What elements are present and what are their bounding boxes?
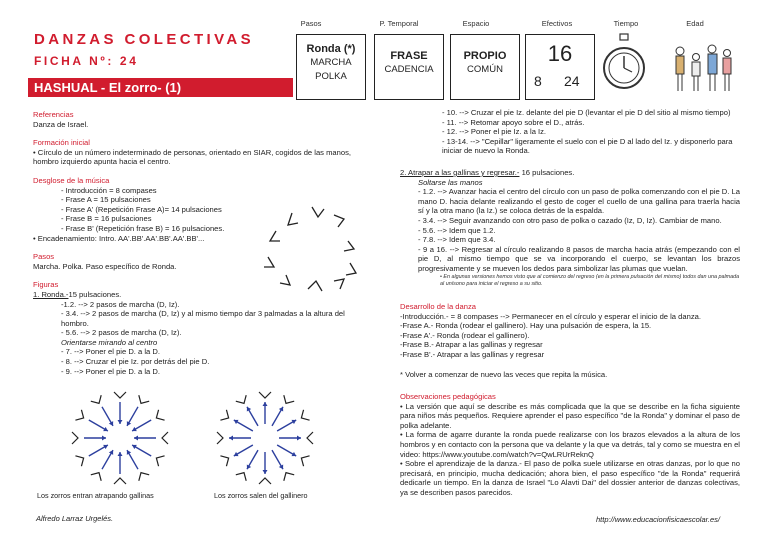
- ronda-line: -1.2. --> 2 pasos de marcha (D, Iz).: [61, 299, 180, 309]
- dancer-mark: [91, 473, 101, 481]
- dancer-mark: [236, 395, 246, 403]
- pasos-ronda: Ronda (*): [306, 43, 356, 55]
- caption-entering: Los zorros entran atrapando gallinas: [37, 491, 154, 500]
- temporal-cadencia: CADENCIA: [384, 64, 434, 75]
- ronda-cont-line: - 10. --> Cruzar el pie Iz. delante del pie D (levantar el pie D del sitio al mismo tiempo): [442, 108, 731, 117]
- label-pasos: Pasos: [300, 19, 322, 28]
- label-espacio: Espacio: [462, 19, 490, 28]
- espacio-box: [450, 34, 520, 100]
- ronda-cont-line: - 11. --> Retomar apoyo sobre el D., atrás.: [442, 117, 585, 127]
- caption-leaving: Los zorros salen del gallinero: [214, 491, 308, 500]
- desglose-heading: Desglose de la música: [33, 175, 110, 185]
- desglose-line: - Frase B' (Repetición frase B) = 16 pulsaciones.: [61, 223, 225, 233]
- ronda-line: - 3.4. --> 2 pasos de marcha (D, Iz) y al mismo tiempo dar 3 palmadas a la altura del hombro.: [61, 309, 345, 328]
- atrapar-line: - 7.8. --> Idem que 3.4.: [418, 235, 496, 245]
- temporal-box: [374, 34, 444, 100]
- arrow-head: [102, 436, 106, 441]
- author: Alfredo Larraz Urgelés.: [36, 514, 114, 523]
- dance-name-banner: HASHUAL - El zorro- (1): [28, 78, 293, 97]
- atrapar-line: - 9 a 16. --> Regresar al círculo realizando 8 pasos de marcha hacia atrás (empezando con el pie D, al mismo tiempo que se va incorporando el cuerpo, se levantan los brazos progresivamente y se mueven los dedos para simbolizar las plumas que vuelan.: [418, 244, 740, 273]
- dancer-mark: [156, 410, 164, 420]
- volver-note: * Volver a comenzar de nuevo las veces que repita la música.: [400, 369, 608, 379]
- label-efectivos: Efectivos: [541, 19, 573, 28]
- dancer-mark: [72, 432, 78, 444]
- dancer-mark: [91, 395, 101, 403]
- label-edad: Edad: [686, 19, 704, 28]
- ficha-number: FICHA Nº: 24: [34, 54, 139, 68]
- dancer-mark: [139, 395, 149, 403]
- efectivos-max: 24: [564, 73, 580, 89]
- dancer-mark: [301, 456, 309, 466]
- desarrollo-heading: Desarrollo de la danza: [400, 302, 476, 311]
- atrapar-note: • En algunas versiones hemos visto que al comienzo del regreso (en la primera pulsación del mismo) todos dan una palmada al unísono para iniciar el regreso a su sitio.: [440, 273, 740, 287]
- atrapar-count: 16 pulsaciones.: [519, 168, 575, 177]
- ronda-line: - 8. --> Cruzar el pie Iz. por detrás del pie D.: [61, 357, 210, 367]
- stopwatch-icon: [602, 32, 646, 98]
- dancer-mark: [284, 395, 294, 403]
- pasos-polka: POLKA: [315, 71, 347, 82]
- arrow-head: [134, 436, 138, 441]
- desarrollo-line: -Frase A.- Ronda (rodear el gallinero). Hay una pulsación de espera, la 15.: [400, 321, 652, 331]
- arrow-head: [297, 436, 301, 441]
- arrow-head: [118, 420, 123, 424]
- right-column-top: [424, 108, 744, 156]
- desarrollo-line: -Frase B.- Atrapar a las gallinas y regresar: [400, 340, 543, 350]
- ronda-line: - 9. --> Poner el pie D. a la D.: [61, 366, 160, 376]
- dancer-mark: [220, 456, 228, 466]
- source-url[interactable]: http://www.educacionfisicaescolar.es/: [596, 515, 720, 524]
- observacion-item: • Sobre el aprendizaje de la danza.- El paso de polka suele utilizarse en otras danzas, por lo que no precisará, en principio, mucha dedicación; ahora bien, el paso específico "de la Ronda" requerirá dedicarle un tiempo. En la danza de Israel "Lo Alavti Dai" del dossier anterior de danzas colectivas, ya se describen pasos parecidos.: [400, 459, 740, 497]
- observacion-item: • La versión que aquí se describe es más complicada que la que se describe en la ficha siguiente para niños más pequeños. Requiere aprender el paso específico "de la Ronda" y dominar el paso de polka adelante.: [400, 401, 740, 430]
- desarrollo-line: -Frase B'.- Atrapar a las gallinas y regresar: [400, 349, 545, 359]
- label-temporal: P. Temporal: [379, 19, 419, 28]
- desarrollo-line: -Introducción.- = 8 compases --> Permanecer en el círculo y esperar el inicio de la danza.: [400, 311, 701, 321]
- arrow-head: [118, 452, 123, 456]
- pasos-heading: Pasos: [33, 252, 55, 262]
- desarrollo-line: -Frase A'.- Ronda (rodear el gallinero).: [400, 330, 530, 340]
- dancer-mark: [217, 432, 223, 444]
- efectivos-box: [525, 34, 595, 100]
- circle-formation-diagram: [258, 205, 368, 297]
- atrapar-line: - 5.6. --> Idem que 1.2.: [418, 225, 496, 235]
- arrow-head: [263, 402, 268, 406]
- desglose-line: - Frase A' (Repetición Frase A)= 14 pulsaciones: [61, 204, 222, 214]
- diagram-foxes-entering: [60, 383, 180, 493]
- dancer-mark: [75, 456, 83, 466]
- atrapar-title: 2. Atrapar a las gallinas y regresar.-: [400, 168, 520, 177]
- desglose-line: - Introducción = 8 compases: [61, 185, 157, 195]
- efectivos-min: 8: [534, 73, 542, 89]
- dancer-mark: [114, 478, 126, 484]
- ronda-line: Orientarse mirando al centro: [61, 337, 158, 347]
- ronda-cont-line: - 13-14. --> "Cepillar" ligeramente el suelo con el pie D al lado del Iz. y disponerlo para iniciar de nuevo la Ronda.: [442, 136, 733, 156]
- formacion-text: • Círculo de un número indeterminado de personas, orientado en SIAR, cogidos de las manos, hombro izquierdo apunta hacia el centro.: [33, 147, 351, 167]
- desglose-line: - Frase B = 16 pulsaciones: [61, 214, 152, 224]
- referencias-heading: Referencias: [33, 110, 74, 119]
- dancer-mark: [284, 473, 294, 481]
- observacion-item: • La forma de agarre durante la ronda puede realizarse con los brazos elevados a la altura de los hombros y en contacto con la persona que va delante y la que va detrás, tal y como se muestra en el video: https://www.youtube.com/watch?v=QwLRUrReknQ: [400, 430, 740, 459]
- ronda-line: - 7. --> Poner el pie D. a la D.: [61, 347, 160, 357]
- dancer-mark: [162, 432, 168, 444]
- arrow-head: [263, 470, 268, 474]
- observaciones-section: [400, 392, 740, 498]
- atrapar-line: - 3.4. --> Seguir avanzando con otro paso de polka o cazado (Iz, D, Iz). Cambiar de mano.: [418, 215, 722, 225]
- ronda-title: 1. Ronda.-: [33, 289, 69, 299]
- efectivos-big: 16: [547, 41, 573, 66]
- dancer-mark: [156, 456, 164, 466]
- people-age-icon: [670, 35, 736, 99]
- desglose-line: - Frase A = 15 pulsaciones: [61, 195, 151, 205]
- dancer-mark: [114, 392, 126, 398]
- referencias-text: Danza de Israel.: [33, 119, 89, 129]
- temporal-frase: FRASE: [390, 50, 428, 62]
- dancer-mark: [236, 473, 246, 481]
- dancer-mark: [259, 392, 271, 398]
- pasos-marcha: MARCHA: [310, 57, 352, 68]
- dancer-mark: [220, 410, 228, 420]
- atrapar-sub: Soltarse las manos: [418, 177, 483, 187]
- header-labels: [296, 19, 768, 31]
- atrapar-line: - 1.2. --> Avanzar hacia el centro del círculo con un paso de polka comenzando con el pie D. La mano D. hacia delante realizando el gesto de coger el cuello de una gallina para traerla hacia sí y la otra mano (la Iz.) se coloca detrás de la espalda.: [418, 187, 740, 216]
- dancer-mark: [259, 478, 271, 484]
- atrapar-section: [400, 168, 740, 288]
- ronda-cont-line: - 12. --> Poner el pie Iz. a la Iz.: [442, 127, 547, 137]
- label-tiempo: Tiempo: [613, 19, 639, 28]
- page-title: DANZAS COLECTIVAS: [34, 31, 255, 48]
- espacio-comun: COMÚN: [467, 64, 503, 75]
- formacion-heading: Formación inicial: [33, 138, 90, 148]
- pasos-box: [296, 34, 366, 100]
- espacio-propio: PROPIO: [463, 50, 507, 62]
- dancer-mark: [307, 432, 313, 444]
- pasos-text: Marcha. Polka. Paso específico de Ronda.: [33, 261, 177, 271]
- desarrollo-section: [400, 302, 740, 379]
- figuras-heading: Figuras: [33, 280, 59, 290]
- diagram-foxes-leaving: [205, 383, 325, 493]
- dancer-mark: [139, 473, 149, 481]
- observaciones-heading: Observaciones pedagógicas: [400, 392, 496, 401]
- ronda-count: 15 pulsaciones.: [68, 289, 122, 299]
- dancer-mark: [75, 410, 83, 420]
- ronda-line: - 5.6. --> 2 pasos de marcha (D, Iz).: [61, 328, 182, 338]
- arrow-head: [229, 436, 233, 441]
- encadenamiento: • Encadenamiento: Intro. AA'.BB'.AA'.BB'.AA'.BB'...: [33, 233, 205, 243]
- dancer-mark: [301, 410, 309, 420]
